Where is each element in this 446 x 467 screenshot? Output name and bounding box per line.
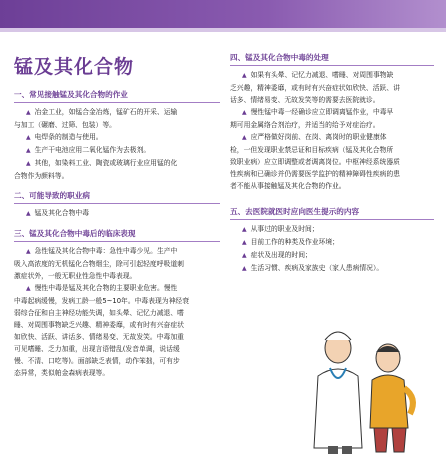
page-title: 锰及其化合物 <box>14 56 135 78</box>
paragraph-line: 弱综合征和自主神经功能失调，如头晕、记忆力减退、嗜 <box>14 309 184 317</box>
paragraph-line: ▲ 应严格做好岗前、在岗、离岗时的职业健康体 <box>242 133 387 141</box>
list-item: ▲ 锰及其化合物中毒 <box>26 209 89 217</box>
section-heading-1: 一、常见接触锰及其化合物的作业 <box>14 89 220 103</box>
list-item: ▲ 生活习惯、疾病及家族史（家人患病情况）。 <box>242 264 384 272</box>
section-heading-2: 二、可能导致的职业病 <box>14 190 220 204</box>
paragraph-line: 吸入高浓度的无机锰化合物烟尘，除可引起轻度呼吸道刺 <box>14 260 184 268</box>
list-item: ▲ 其他，如染料工业、陶瓷或玻璃行业应用锰的化 <box>26 159 178 167</box>
paragraph-line: 者不能从事接触锰及其化合物的作业。 <box>230 182 346 190</box>
paragraph-line: 性疾病和已确诊并仍需要医学监护的精神障碍性疾病的患 <box>230 170 400 178</box>
triangle-bullet-icon: ▲ <box>242 134 247 141</box>
triangle-bullet-icon: ▲ <box>26 134 31 141</box>
list-item: ▲ 电焊条的制造与使用。 <box>26 133 103 141</box>
left-column <box>14 36 220 379</box>
paragraph-line: 睡、对周围事物缺乏兴趣、精神委靡，或有时有兴奋症状 <box>14 321 184 329</box>
section-heading-4: 四、锰及其化合物中毒的处理 <box>230 52 434 66</box>
triangle-bullet-icon: ▲ <box>242 226 247 233</box>
paragraph-line: 如欣快、活跃、讲话多、情绪易变、无故发笑。中毒加重 <box>14 333 184 341</box>
paragraph-line: 话多、情绪易变、无故发笑等的需要去医院就诊。 <box>230 96 380 104</box>
triangle-bullet-icon: ▲ <box>242 72 247 79</box>
list-item: ▲ 症状及出现的时间； <box>242 251 312 259</box>
triangle-bullet-icon: ▲ <box>26 210 31 217</box>
paragraph-line: ▲ 如果有头晕、记忆力减退、嗜睡、对周围事物缺 <box>242 71 394 79</box>
paragraph-line: ▲ 慢性锰中毒一经确诊应立即调离锰作业，中毒早 <box>242 108 394 116</box>
paragraph-line: 中毒起病缓慢，发病工龄一般5~10年。中毒表现为神经衰 <box>14 297 189 305</box>
list-item: ▲ 生产干电池应用二氧化锰作为去极剂。 <box>26 146 151 154</box>
triangle-bullet-icon: ▲ <box>26 109 31 116</box>
paragraph-line: 可见嗜睡、乏力加重，出现言语错乱(发音单调，说话缓 <box>14 345 180 353</box>
triangle-bullet-icon: ▲ <box>242 109 247 116</box>
section-heading-5: 五、去医院就医时应向医生提示的内容 <box>230 206 434 220</box>
header-stripe <box>0 28 446 32</box>
triangle-bullet-icon: ▲ <box>26 147 31 154</box>
paragraph-line: ▲ 急性锰及其化合物中毒：急性中毒少见。生产中 <box>26 247 178 255</box>
paragraph-line: 慢、不清、口吃等)。面部缺乏表情，动作笨拙，可有步 <box>14 357 180 365</box>
list-item-cont: 合物作为颜料等。 <box>14 172 69 180</box>
list-item: ▲ 冶金工业，如锰合金冶炼，锰矿石的开采、运输 <box>26 108 178 116</box>
list-item-cont: 与加工（碾磨、过筛、包装）等。 <box>14 121 116 129</box>
triangle-bullet-icon: ▲ <box>26 285 31 292</box>
paragraph-line: 乏兴趣，精神委靡，或有时有兴奋症状如欣快、活跃、讲 <box>230 84 400 92</box>
triangle-bullet-icon: ▲ <box>242 265 247 272</box>
paragraph-line: 激症状外，一般无职业性急性中毒表现。 <box>14 272 137 280</box>
paragraph-line: 态异常，类似帕金森病表现等。 <box>14 369 110 377</box>
paragraph-line: ▲ 慢性中毒是锰及其化合物的主要职业危害。慢性 <box>26 284 178 292</box>
list-item: ▲ 目前工作的种类及作业环境； <box>242 238 339 246</box>
paragraph-line: 期可用金属络合剂治疗，并适当的给予对症治疗。 <box>230 121 380 129</box>
paragraph-line: 致职业病）应立即调整或者调离岗位。中枢神经系统器质 <box>230 158 400 166</box>
triangle-bullet-icon: ▲ <box>26 248 31 255</box>
doctor-patient-illustration <box>300 318 430 458</box>
right-column <box>230 36 434 275</box>
section-heading-3: 三、锰及其化合物中毒后的临床表现 <box>14 228 220 242</box>
list-item: ▲ 从事过的职业及时间； <box>242 225 319 233</box>
paragraph-line: 检，一但发现职业禁忌证和目标疾病（锰及其化合物所 <box>230 146 394 154</box>
triangle-bullet-icon: ▲ <box>242 252 247 259</box>
header-bar <box>0 0 446 28</box>
triangle-bullet-icon: ▲ <box>26 160 31 167</box>
triangle-bullet-icon: ▲ <box>242 239 247 246</box>
